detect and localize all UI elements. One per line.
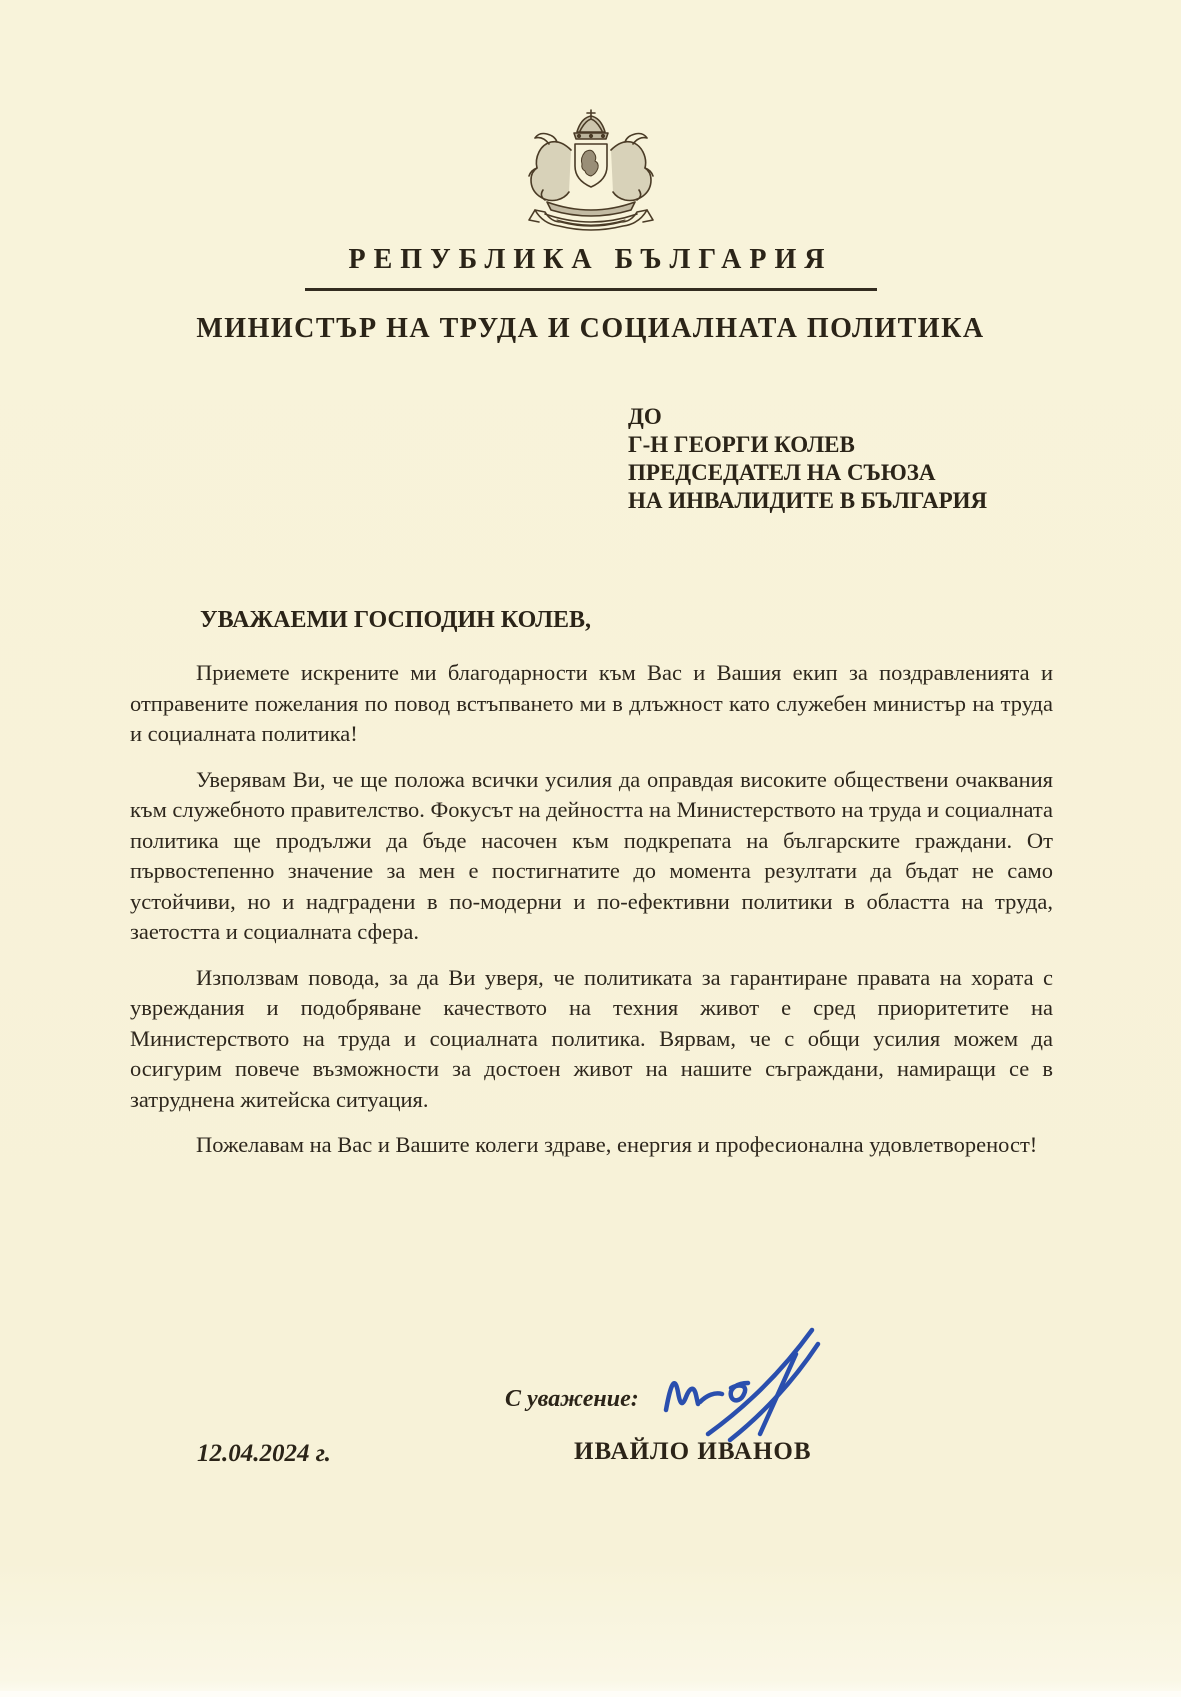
paragraph-priorities: Използвам повода, за да Ви уверя, че политиката за гарантиране правата на хората с увреждания и подобряване качеството на техния живот е сред приоритетите на Министерството на труда и социалната политика. Вярвам, че с общи усилия можем да осигурим повече възможности за достоен живот на нашите съграждани, намиращи се в затруднена житейска ситуация.: [130, 964, 1053, 1112]
recipient-block: [628, 403, 1181, 515]
paragraph-thanks: Приемете искрените ми благодарности към Вас и Вашия екип за поздравленията и отправените пожелания по повод встъпването ми в длъжност като служебен министър на труда и социалната политика!: [130, 660, 1053, 746]
minister-title: МИНИСТЪР НА ТРУДА И СОЦИАЛНАТА ПОЛИТИКА: [196, 313, 985, 344]
letter-body: [130, 658, 1053, 1161]
closing-label: С уважение:: [505, 1386, 639, 1412]
header-divider: [305, 288, 877, 291]
paragraph-assurance: Уверявам Ви, че ще положа всички усилия да оправдая високите обществени очаквания към служебното правителство. Фокусът на дейността на Министерството на труда и социалната политика ще продължи да бъде насочен към подкрепата на българските граждани. От първостепенно значение за мен е постигнатите до момента резултати да бъдат не само устойчиви, но и надградени в по-модерни и по-ефективни политики в областта на труда, заетостта и социалната сфера.: [130, 766, 1053, 944]
salutation: УВАЖАЕМИ ГОСПОДИН КОЛЕВ,: [200, 607, 591, 633]
recipient-line-title: ПРЕДСЕДАТЕЛ НА СЪЮЗА: [628, 460, 936, 485]
recipient-line-name: Г-Н ГЕОРГИ КОЛЕВ: [628, 432, 855, 457]
signer-name: ИВАЙЛО ИВАНОВ: [574, 1438, 812, 1465]
recipient-line-to: ДО: [628, 404, 662, 429]
bulgaria-coat-of-arms-icon: [487, 106, 695, 238]
letter-date: 12.04.2024 г.: [197, 1440, 331, 1467]
recipient-line-org: НА ИНВАЛИДИТЕ В БЪЛГАРИЯ: [628, 488, 988, 513]
paragraph-wishes: Пожелавам на Вас и Вашите колеги здраве, енергия и професионална удовлетвореност!: [196, 1132, 1038, 1157]
page-bottom-edge: [0, 1691, 1181, 1697]
republic-title: РЕПУБЛИКА БЪЛГАРИЯ: [348, 244, 833, 275]
handwritten-signature-icon: [648, 1262, 878, 1452]
